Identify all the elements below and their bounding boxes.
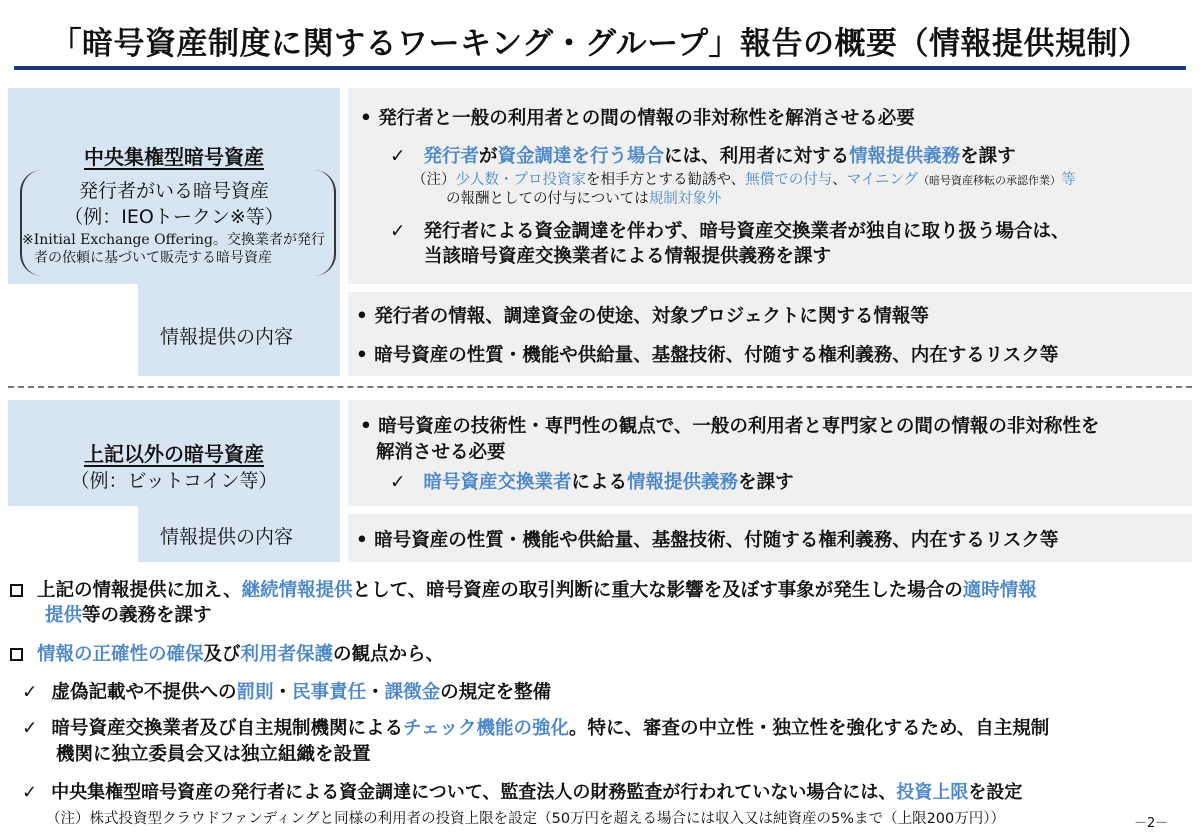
footnote: （注）株式投資型クラウドファンディングと同様の利用者の投資上限を設定（50万円を超える場合には収入又は純資産の5%まで（上限200万円））	[46, 811, 1005, 827]
bottom-item1-line1: 上記の情報提供に加え、継続情報提供として、暗号資産の取引判断に重大な影響を及ぼす事象が発生した場合の適時情報	[10, 576, 1037, 602]
section2-check: ✓ 暗号資産交換業者による情報提供義務を課す	[390, 472, 794, 493]
section1-note1: ※Initial Exchange Offering。交換業者が発行	[22, 232, 326, 248]
section2-content: • 暗号資産の性質・機能や供給量、基盤技術、付随する権利義務、内在するリスク等	[356, 530, 1059, 551]
check-mark-icon: ✓	[22, 718, 38, 739]
bottom-item1-line2: 提供等の義務を課す	[45, 605, 212, 626]
check-mark-icon: ✓	[390, 472, 406, 493]
title-rule	[14, 66, 1186, 70]
section1-sub2: （例：IEOトークン※等）	[64, 206, 284, 228]
check-mark-icon: ✓	[390, 221, 406, 242]
bottom-check1: ✓ 虚偽記載や不提供への罰則・民事責任・課徴金の規定を整備	[22, 682, 552, 703]
section1-heading: 中央集権型暗号資産	[84, 145, 264, 169]
section2-sub: （例：ビットコイン等）	[70, 470, 278, 492]
page-title: 「暗号資産制度に関するワーキング・グループ」報告の概要（情報提供規制）	[50, 26, 1150, 62]
square-bullet-icon	[10, 648, 23, 661]
section1-content-label: 情報提供の内容	[160, 326, 294, 348]
page-number: －2－	[1134, 816, 1169, 831]
section2-heading: 上記以外の暗号資産	[84, 442, 264, 466]
check-mark-icon: ✓	[390, 146, 406, 167]
bottom-check2-line2: 機関に独立委員会又は独立組織を設置	[56, 744, 371, 765]
section1-note-line2: の報酬としての付与については規制対象外	[446, 191, 722, 207]
check-mark-icon: ✓	[22, 782, 38, 803]
section-divider	[8, 386, 1192, 388]
section1-content1: • 発行者の情報、調達資金の使途、対象プロジェクトに関する情報等	[356, 306, 929, 327]
section2-content-label: 情報提供の内容	[160, 526, 294, 548]
section2-bullet-line2: 解消させる必要	[376, 442, 506, 463]
bottom-item2: 情報の正確性の確保及び利用者保護の観点から、	[10, 640, 444, 666]
bottom-check2: ✓ 暗号資産交換業者及び自主規制機関によるチェック機能の強化。特に、審査の中立性・独立性を強化するため、自主規制	[22, 718, 1050, 739]
section1-note-line1: （注）少人数・プロ投資家を相手方とする勧誘や、無償での付与、マイニング（暗号資産移転の承認作業）等	[412, 172, 1076, 188]
bottom-check3: ✓ 中央集権型暗号資産の発行者による資金調達について、監査法人の財務監査が行われていない場合には、投資上限を設定	[22, 782, 1023, 803]
section1-check1: ✓ 発行者が資金調達を行う場合には、利用者に対する情報提供義務を課す	[390, 146, 1016, 167]
section1-sub1: 発行者がいる暗号資産	[78, 180, 269, 202]
section1-check2: ✓ 発行者による資金調達を伴わず、暗号資産交換業者が独自に取り扱う場合は、	[390, 221, 1070, 242]
check-mark-icon: ✓	[22, 682, 38, 703]
section1-content2: • 暗号資産の性質・機能や供給量、基盤技術、付随する権利義務、内在するリスク等	[356, 345, 1059, 366]
section1-check2-line2: 当該暗号資産交換業者による情報提供義務を課す	[424, 246, 832, 267]
section1-note2: 者の依頼に基づいて販売する暗号資産	[34, 250, 272, 266]
section1-bullet: • 発行者と一般の利用者との間の情報の非対称性を解消させる必要	[360, 108, 915, 129]
section2-bullet-line1: • 暗号資産の技術性・専門性の観点で、一般の利用者と専門家との間の情報の非対称性を	[360, 416, 1100, 437]
square-bullet-icon	[10, 584, 23, 597]
